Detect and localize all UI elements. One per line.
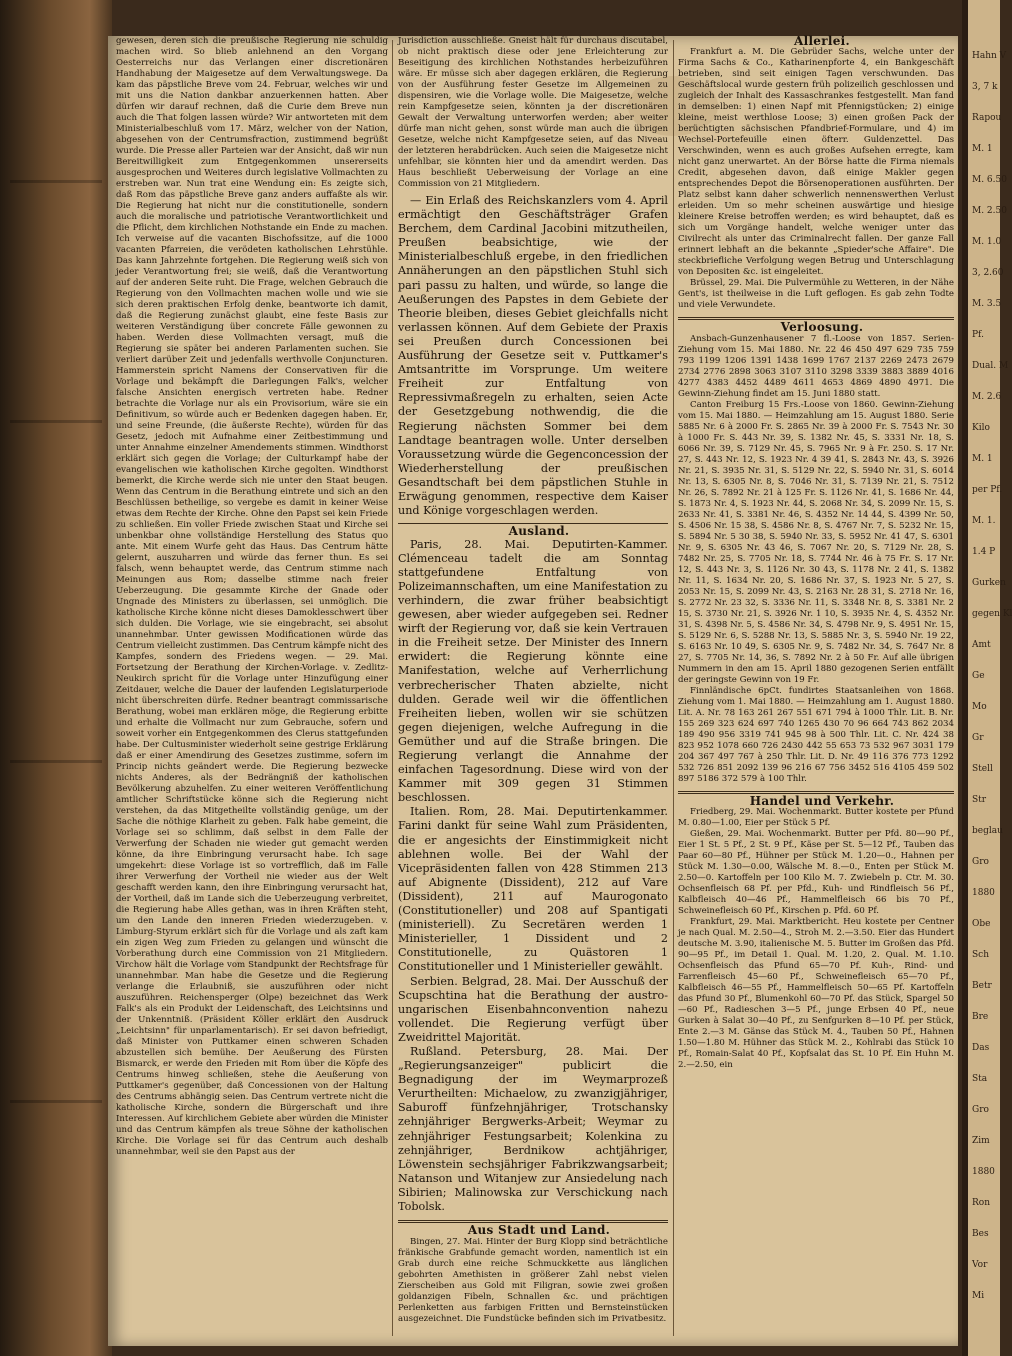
newspaper-page (108, 36, 958, 1346)
edge-text-fragment: Gro (972, 857, 989, 867)
article-bruessel: Brüssel, 29. Mai. Die Pulvermühle zu Wetteren, in der Nähe Gent's, ist theilweise in die Luft geflogen. Es gab zehn Todte und viele Verwundete. (678, 278, 954, 311)
edge-text-fragment: Gr (972, 733, 984, 743)
article-serbien: Serbien. Belgrad, 28. Mai. Der Ausschuß der Scupschtina hat die Berathung der austro-ungarischen Eisenbahnconvention nahezu vollendet. Die Regierung verfügt über Zweidrittel Majorität. (398, 974, 668, 1044)
edge-text-fragment: Ge (972, 671, 985, 681)
edge-text-fragment: 3, 2.60 (972, 268, 1004, 278)
edge-text-fragment: Bes (972, 1229, 989, 1239)
edge-text-fragment: Vor (972, 1260, 988, 1270)
edge-text-fragment: M. 3.5 (972, 299, 1002, 309)
article-reichskanzler: — Ein Erlaß des Reichskanzlers vom 4. April ermächtigt den Geschäftsträger Grafen Berchem, dem Cardinal Jacobini mitzutheilen, Preußen beabsichtige, wie der Ministerialbeschluß ergebe, in den friedlichen Annäherungen an den päpstlichen Stuhl sich pari passu zu halten, und würde, so lange die Aeußerungen des Papstes in dem Gebiete der Theorie bleiben, dieses Gebiet gleichfalls nicht verlassen können. Auf dem Gebiete der Praxis sei Preußen durch Concessionen bei Ausführung der Gesetze seit v. Puttkamer's Amtsantritte im Vorsprunge. Um weitere Freiheit zur Entfaltung von Repressivmaßregeln zu erhalten, seien Acte der Gesetzgebung nothwendig, die die Regierung nächsten Sommer bei dem Landtage beantragen wolle. Unter derselben Voraussetzung würde die Gegenconcession der Wiederherstellung der preußischen Gesandtschaft bei dem päpstlichen Stuhle in Erwägung genommen, respective dem Kaiser und Könige vorgeschlagen werden. (398, 194, 668, 518)
edge-text-fragment: Dual. M (972, 361, 1009, 371)
edge-text-fragment: Obe (972, 919, 991, 929)
market-frankfurt: Frankfurt, 29. Mai. Marktbericht. Heu kostete per Centner je nach Qual. M. 2.50—4., Stroh M. 2.—3.50. Eier das Hundert deutsche M. 3.90, italienische M. 5. Butter im Großen das Pfd. 90—95 Pf., im Detail 1. Qual. M. 1.20, 2. Qual. M. 1.10. Ochsenfleisch das Pfund 65—70 Pf. Kuh-, Rind- und Farrenfleisch 45—60 Pf., Schweinefleisch 65—70 Pf., Kalbfleisch 46—55 Pf., Hammelfleisch 50—65 Pf. Kartoffeln das Pfund 30 Pf., Blumenkohl 60—70 Pf. das Stück, Spargel 50—60 Pf., Radieschen 3—5 Pf., junge Erbsen 40 Pf., neue Gurken à Salat 30—40 Pf., zu Senfgurken 8—10 Pf. per Stück, Ente 2.—3 M. Gänse das Stück M. 4., Tauben 50 Pf., Hahnen 1.50—1.80 M. Hühner das Stück M. 2., Kohlrabi das Stück 10 Pf., Romain-Salat 40 Pf., Kopfsalat das St. 10 Pf. Ein Huhn M. 2.—2.50, ein (678, 917, 954, 1071)
market-giessen: Gießen, 29. Mai. Wochenmarkt. Butter per Pfd. 80—90 Pf., Eier 1 St. 5 Pf., 2 St. 9 Pf., Käse per St. 5—12 Pf., Tauben das Paar 60—80 Pf., Hühner per Stück M. 1.20—0., Hahnen per Stück M. 1.30—0.00, Wälsche M. 8.—0., Enten per Stück M. 2.50—0. Kartoffeln per 100 Kilo M. 7. Zwiebeln p. Ctr. M. 30. Ochsenfleisch 68 Pf. per Pfd., Kuh- und Rindfleisch 56 Pf., Kalbfleisch 40—46 Pf., Hammelfleisch 66 bis 70 Pf., Schweinefleisch 60 Pf., Kirschen p. Pfd. 60 Pf. (678, 829, 954, 917)
column-foreign-news (398, 36, 668, 1340)
edge-text-fragment: Rapou (972, 113, 1002, 123)
article-gneist: Jurisdiction ausschließe. Gneist hält für durchaus discutabel, ob nicht praktisch diese oder jene Erleichterung zur Beseitigung des kirchlichen Nothstandes herbeizuführen wäre. Er müsse sich aber dagegen erklären, die Regierung von der Ausführung fester Gesetze im Allgemeinen zu dispensiren, wie die Vorlage wolle. Die Maigesetze, welche rein Kampfgesetze seien, könnten ja der discretionären Gewalt der Verwaltung unterworfen werden; aber weiter dürfe man nicht gehen, sonst würde man auch die übrigen Gesetze, welche nicht Kampfgesetze seien, auf das Niveau der letzteren herabdrücken. Auch seien die Maigesetze nicht unfehlbar, sie könnten hier und da amendirt werden. Das Haus beschließt Ueberweisung der Vorlage an eine Commission von 21 Mitgliedern. (398, 36, 668, 189)
edge-text-fragment: Kilo (972, 423, 990, 433)
edge-text-fragment: M. 1. (972, 516, 996, 526)
edge-text-fragment: Sta (972, 1074, 988, 1084)
edge-text-fragment: Stell (972, 764, 993, 774)
edge-text-fragment: Mo (972, 702, 987, 712)
article-italien: Italien. Rom, 28. Mai. Deputirtenkammer. Farini dankt für seine Wahl zum Präsidenten, die er angesichts der Einstimmigkeit nicht ablehnen wolle. Bei der Wahl der Vicepräsidenten fallen von 428 Stimmen 213 auf Abignente (Dissident), 212 auf Vare (Dissident), 211 auf Maurogonato (Constitutioneller) und 208 auf Spantigati (ministeriell). Zu Secretären werden 1 Ministerieller, 1 Dissident und 2 Constitutionelle, zu Quästoren 1 Constitutioneller und 1 Ministerieller gewählt. (398, 805, 668, 974)
edge-text-fragment: 1880 (972, 1167, 995, 1177)
adjacent-page-edge (962, 0, 1012, 1356)
lottery-canton-freiburg: Canton Freiburg 15 Frs.-Loose von 1860. Gewinn-Ziehung vom 15. Mai 1880. — Heimzahlung am 15. August 1880. Serie 5885 Nr. 6 à 2000 Fr. S. 2865 Nr. 39 à 2000 Fr. S. 7543 Nr. 30 à 1000 Fr. S. 443 Nr. 39, S. 1382 Nr. 45, S. 3331 Nr. 18, S. 6066 Nr. 39, S. 7129 Nr. 45, S. 7965 Nr. 9 à Fr. 250. S. 17 Nr. 27, S. 443 Nr. 12, S. 1923 Nr. 4 39 41, S. 2843 Nr. 43, S. 3926 Nr. 21, S. 3935 Nr. 31, S. 5129 Nr. 22, S. 5940 Nr. 31, S. 6014 Nr. 13, S. 6305 Nr. 8, S. 7046 Nr. 31, S. 7139 Nr. 21, S. 7512 Nr. 26, S. 7892 Nr. 21 à 125 Fr. S. 1126 Nr. 41, S. 1686 Nr. 44, S. 1873 Nr. 4, S. 1923 Nr. 44, S. 2068 Nr. 34, S. 2099 Nr. 15, S. 2633 Nr. 41, S. 3381 Nr. 46, S. 4352 Nr. 14 44, S. 4399 Nr. 50, S. 4506 Nr. 15 38, S. 4586 Nr. 8, S. 4767 Nr. 7, S. 5232 Nr. 15, S. 5894 Nr. 5 30 38, S. 5940 Nr. 33, S. 5952 Nr. 41 47, S. 6301 Nr. 9, S. 6305 Nr. 43 46, S. 7067 Nr. 20, S. 7129 Nr. 28, S. 7482 Nr. 25, S. 7705 Nr. 18, S. 7744 Nr. 46 à 75 Fr. S. 17 Nr. 12, S. 443 Nr. 3, S. 1126 Nr. 30 43, S. 1178 Nr. 2 41, S. 1382 Nr. 11, S. 1634 Nr. 20, S. 1686 Nr. 37, S. 1923 Nr. 5 27, S. 2053 Nr. 15, S. 2099 Nr. 43, S. 2163 Nr. 28 31, S. 2718 Nr. 16, S. 2772 Nr. 23 32, S. 3336 Nr. 11, S. 3348 Nr. 8, S. 3381 Nr. 2 15, S. 3730 Nr. 21, S. 3926 Nr. 1 10, S. 3935 Nr. 4, S. 4352 Nr. 31, S. 4398 Nr. 5, S. 4586 Nr. 34, S. 4798 Nr. 9, S. 4951 Nr. 15, S. 5129 Nr. 6, S. 5288 Nr. 13, S. 5885 Nr. 3, S. 5940 Nr. 19 22, S. 6163 Nr. 10 49, S. 6305 Nr. 9, S. 7482 Nr. 34, S. 7647 Nr. 8 27, S. 7705 Nr. 14, 36, S. 7892 Nr. 2 à 50 Fr. Auf alle übrigen Nummern in den am 15. April 1880 gezogenen Serien entfällt der geringste Gewinn von 19 Fr. (678, 399, 954, 685)
edge-text-fragment: Das (972, 1043, 990, 1053)
section-heading-stadt-land: Aus Stadt und Land. (467, 1223, 611, 1238)
article-text: gewesen, deren sich die preußische Regierung nie schuldig machen wird. So blieb anlehnend an den Vorgang Oesterreichs nur das Verlangen einer discretionären Handhabung der Maigesetze auf dem Verwaltungswege. Da kam das päpstliche Breve vom 24. Februar, welches wir und mit uns die Nation dankbar anzuerkennen hatten. Aber dürfen wir darauf rechnen, daß die Curie dem Breve nun auch die That folgen lassen würde? Wir antworteten mit dem Ministerialbeschluß vom 17. März, welcher von der Nation, abgesehen von der Centrumsfraction, zustimmend begrüßt wurde. Die Presse aller Parteien war der Ansicht, daß wir nun Bereitwilligkeit zum Entgegenkommen unsererseits ausgesprochen und Weiteres durch legislative Vollmachten zu erstreben war. Nun trat eine Wendung ein: Es zeigte sich, daß Rom das päpstliche Breve ganz anders auffaßte als wir. Die Regierung hat nicht nur die constitutionelle, sondern auch die moralische und patriotische Verantwortlichkeit und die Pflicht, dem kirchlichen Nothstande ein Ende zu machen. Ich verweise auf die vacanten Bischofssitze, auf die 1000 vacanten Pfarreien, die verödeten katholischen Lehrstühle. Das kann Jahrzehnte fortgehen. Die Regierung weiß sich von jeder Verantwortung frei; sie weiß, daß die Verantwortung auf der anderen Seite ruht. Die Frage, welchen Gebrauch die Regierung von den Vollmachten machen wolle und wie sie sich deren praktischen Erfolg denke, beantworte ich damit, daß die Regierung zunächst glaubt, eine feste Basis zur weiteren Verständigung über concrete Fälle gewonnen zu haben. Werden diese Vollmachten versagt, muß die Regierung sie später bei anderen Parlamenten suchen. Sie verliert darüber Zeit und jedenfalls werthvolle Conjuncturen. Hammerstein spricht Namens der Conservativen für die Vorlage und bekämpft die Darlegungen Falk's, welcher falsche Ansichten energisch vertreten habe. Redner betrachte die Vorlage nur als ein Provisorium, wäre sie ein Definitivum, so würde auch er Bedenken dagegen haben. Er, und seine Freunde, (die äußerste Rechte), würden für das Gesetz, jedoch mit Aufnahme einer Zeitbestimmung und unter Annahme einzelner Amendements stimmen. Windthorst erklärt sich gegen die Vorlage; der Culturkampf habe der evangelischen wie katholischen Kirche gegolten. Windthorst bemerkt, die Kirche werde sich nie unter den Staat beugen. Wenn das Centrum in die Berathung eintrete und sich an den Beschlüssen betheilige, so vergebe es damit in keiner Weise etwas dem Rechte der Kirche. Ohne den Papst sei kein Friede zu schließen. Ein voller Friede zwischen Staat und Kirche sei unbenkbar ohne vollständige Herstellung des Status quo ante. Mit einem Wurfe geht das Haus. Das Centrum hätte gelernt, auszuharren und würde das ferner thun. Es sei falsch, wenn behauptet werde, das Centrum stimme nach Meinungen aus Rom; dasselbe stimme nach freier Ueberzeugung. Die gesammte Kirche der Gnade oder Ungnade des Ministers zu überlassen, sei unmöglich. Die katholische Kirche könne nicht dieses Damoklesschwert über sich dulden. Die Vorlage, wie sie eingebracht, sei absolut unannehmbar. Unter gewissen Modificationen würde das Centrum vielleicht zustimmen. Das Centrum kämpfe nicht des Kampfes, sondern des Friedens wegen. — 29. Mai. Fortsetzung der Berathung der Kirchen-Vorlage. v. Zedlitz-Neukirch spricht für die Vorlage unter Hinzufügung einer Zeitdauer, welche die Dauer der laufenden Legislaturperiode nicht überschreiten dürfe. Redner beantragt commissarische Berathung, wobei man erklären möge, die Regierung erbitte und erhalte die Vollmacht nur zum Gebrauche, sofern und soweit vorher ein Entgegenkommen des Clerus stattgefunden habe. Der Cultusminister wiederholt seine gestrige Erklärung daß er einer Amendirung des Gesetzes zustimme, sofern im Princip nichts geändert werde. Die Regierung bezwecke nichts Anderes, als der Bedrängniß der katholischen Bevölkerung abzuhelfen. Zu einer weiteren Veröffentlichung amtlicher Schriftstücke könne sich die Regierung nicht verstehen, da das Mitgetheilte vollständig genüge, um der Sache die nöthige Klarheit zu geben. Falk habe gemeint, die Vorlage sei so schlimm, daß selbst in dem Falle der Verwerfung der Schaden nie wieder gut gemacht werden könne, da ihre Einbringung verursacht habe. Ich sage umgekehrt: diese Vorlage ist so vortrefflich, daß im Falle ihrer Verwerfung der Vortheil nie wieder aus der Welt geschafft werden kann, den ihre Einbringung verursacht hat, der Vortheil, daß im Lande sich die Ueberzeugung verbreitet, die Regierung habe Alles gethan, was in ihren Kräften steht, um den Lande den inneren Frieden wiederzugeben. v. Limburg-Styrum erklärt sich für die Vorlage und als zaft kam ein zigen Weg zum Frieden zu gelangen und wünscht die Vorberathung durch eine Commission von 21 Mitgliedern. Virchow hält die Vorlage vom Standpunkt der Rechtsfrage für unannehmbar. Man habe die Gesetze und die Regierung verlange die Erlaubniß, sie auszuführen oder nicht auszuführen. Reichensperger (Olpe) bezeichnet das Werk Falk's als ein Produkt der Leidenschaft, des Leichtsinns und der Unkenntniß. (Präsident Köller erklärt den Ausdruck „Leichtsinn" für unparlamentarisch). Er sei davon befriedigt, daß Minister von Puttkamer einen schweren Schaden abzustellen sich bemühe. Der Aeußerung des Fürsten Bismarck, er werde den Frieden mit Rom über die Köpfe des Centrums hinweg schließen, stehe die Aeußerung von Puttkamer's gegenüber, daß Concessionen von der Haltung des Centrums abhängig seien. Das Centrum vertrete nicht die katholische Kirche, sondern die Bürgerschaft und ihre Interessen. Auf kirchlichem Gebiete aber würden die Minister und das Centrum kämpfen als treue Söhne der katholischen Kirche. Die Vorlage sei für das Centrum auch deshalb unannehmbar, weil sie den Papst aus der (116, 36, 388, 1157)
edge-text-fragment: Str (972, 795, 987, 805)
edge-text-fragment: Sch (972, 950, 990, 960)
article-russland: Rußland. Petersburg, 28. Mai. Der „Regierungsanzeiger" publicirt die Begnadigung der im Weymarprozeß Verurtheilten: Michaelow, zu zwanzigjähriger, Saburoff fünfzehnjähriger, Trotschansky zehnjähriger Bergwerks-Arbeit; Weymar zu zehnjähriger Festungsarbeit; Kolenkina zu zehnjähriger, Berdnikow achtjähriger, Löwenstein sechsjähriger Fabrikzwangsarbeit; Natanson und Witanjew zur Ansiedelung nach Sibirien; Malinowska zur Verschickung nach Tobolsk. (398, 1044, 668, 1214)
section-heading-handel: Handel und Verkehr. (749, 793, 895, 808)
edge-text-fragment: beglau (972, 826, 1003, 836)
column-rule (673, 40, 674, 1336)
edge-text-fragment: Pf. (972, 330, 984, 340)
column-rule (392, 40, 393, 1336)
article-bingen: Bingen, 27. Mai. Hinter der Burg Klopp sind beträchtliche fränkische Grabfunde gemacht worden, namentlich ist ein Grab durch eine reiche Schmuckkette aus länglichen gebohrten Amethisten in größerer Zahl nebst vielen Zierscheiben aus Gold mit Filigran, sowie zwei großen goldanzigen Fibeln, Schnallen &c. und prächtigen Perlenketten aus farbigen Fritten und Bernsteinstücken ausgezeichnet. Die Fundstücke befinden sich im Privatbesitz. (398, 1236, 668, 1324)
edge-text-fragment: Zim (972, 1136, 990, 1146)
edge-text-fragment: M. 2.50 (972, 206, 1007, 216)
section-heading-verloosung: Verloosung. (780, 320, 864, 335)
lottery-ansbach: Ansbach-Gunzenhausener 7 fl.-Loose von 1857. Serien-Ziehung vom 15. Mai 1880. Nr. 22 46 450 497 629 735 759 793 1199 1206 1391 1438 1699 1767 2137 2269 2473 2679 2734 2776 2898 3063 3107 3110 3298 3339 3883 3889 4016 4277 4383 4452 4489 4611 4653 4869 4890 4971. Die Gewinn-Ziehung findet am 15. Juni 1880 statt. (678, 333, 954, 399)
edge-text-fragment: M. 1 (972, 454, 993, 464)
article-frankfurt: Frankfurt a. M. Die Gebrüder Sachs, welche unter der Firma Sachs & Co., Katharinenpforte 4, ein Bankgeschäft betrieben, sind seit einigen Tagen verschwunden. Das Geschäftslocal wurde gestern früh polizeilich geschlossen und zugleich der Inhalt des Kassaschrankes festgestellt. Man fand in demselben: 1) einen Napf mit Pfennigstücken; 2) einige kleine, meist werthlose Loose; 3) einen großen Pack der berüchtigten sächsischen Pfandbrief-Formulare, und 4) im Wechsel-Portefeuille einen öfterr. Guldenzettel. Das Verschwinden, wenn es auch großes Aufsehen erregte, kam nicht ganz unerwartet. An der Börse hatte die Firma niemals Credit, abgesehen davon, daß einige Makler gegen entsprechendes Depot die Börsenoperationen ausführten. Der Platz selbst kann daher schwerlich nennenswerthen Verlust erleiden. Um so mehr scheinen auswärtige und hiesige kleinere Kreise betroffen werden; es wird behauptet, daß es sich um Vorgänge handelt, welche weniger unter das Civilrecht als unter das Criminalrecht fallen. Der ganze Fall erinnert lebhaft an die bekannte „Spieder'sche Affaire". Die steckbriefliche Verfolgung wegen Betrug und Unterschlagung von Depositen &c. ist eingeleitet. (678, 47, 954, 278)
edge-text-fragment: Amt (972, 640, 991, 650)
edge-text-fragment: M. 2.6 (972, 392, 1002, 402)
lottery-finnland: Finnländische 6pCt. fundirtes Staatsanleihen von 1868. Ziehung vom 1. Mai 1880. — Heimzahlung am 1. August 1880. Lit. A. Nr. 78 163 261 267 551 671 794 à 1000 Thlr. Lit. B. Nr. 155 269 323 624 697 740 1265 430 70 96 664 743 862 2034 189 490 956 3319 741 945 98 à 500 Thlr. Lit. C. Nr. 424 38 823 952 1078 660 726 2430 442 55 653 73 532 967 3031 179 204 367 497 767 à 250 Thlr. Lit. D. Nr. 49 116 376 773 1292 532 726 851 2092 139 96 216 67 756 3452 516 4105 459 502 897 5186 372 579 à 100 Thlr. (678, 685, 954, 784)
edge-text-fragment: M. 1.0 (972, 237, 1002, 247)
edge-text-fragment: 3, 7 k (972, 82, 998, 92)
edge-text-fragment: 1.4 P (972, 547, 996, 557)
edge-text-fragment: M. 1 (972, 144, 993, 154)
edge-text-fragment: Gro (972, 1105, 989, 1115)
article-paris: Paris, 28. Mai. Deputirten-Kammer. Clémenceau tadelt die am Sonntag stattgefundene Entfaltung von Polizeimannschaften, um eine Manifestation zu verhindern, die zwar früher beabsichtigt gewesen, aber wieder aufgegeben sei. Redner wirft der Regierung vor, daß sie kein Vertrauen in die Freiheit setze. Der Minister des Innern erwidert: die Regierung könnte eine Manifestation, welche auf Verherrlichung verbrecherischer Thaten abzielte, nicht dulden. Gerade weil wir die öffentlichen Freiheiten lieben, wollen wir sie schützen gegen diejenigen, welche Aufregung in die Gemüther und auf die Straße bringen. Die Regierung verlangt die Annahme der einfachen Tagesordnung. Diese wird von der Kammer mit 309 gegen 31 Stimmen beschlossen. (398, 537, 668, 805)
edge-text-fragment: gegen Kl (972, 609, 1012, 619)
edge-text-fragment: Ron (972, 1198, 990, 1208)
column-misc-lottery-trade (678, 36, 954, 1340)
book-spine (0, 0, 112, 1356)
edge-text-fragment: Hahn V (972, 51, 1007, 61)
edge-text-fragment: Mi (972, 1291, 985, 1301)
section-heading-ausland: Ausland. (508, 524, 570, 539)
section-heading-allerlei: Allerlei. (793, 34, 850, 48)
edge-text-fragment: 1880 (972, 888, 995, 898)
market-friedberg: Friedberg, 29. Mai. Wochenmarkt. Butter kostete per Pfund M. 0.80—1.00, Eier per Stück 5 Pf. (678, 807, 954, 829)
edge-text-fragment: M. 6.50 (972, 175, 1007, 185)
edge-text-fragment: Gurken (972, 578, 1006, 588)
edge-text-fragment: Bre (972, 1012, 989, 1022)
edge-text-fragment: Betr (972, 981, 992, 991)
column-parliament-report (116, 36, 388, 1340)
edge-text-fragment: per Pf. (972, 485, 1003, 495)
